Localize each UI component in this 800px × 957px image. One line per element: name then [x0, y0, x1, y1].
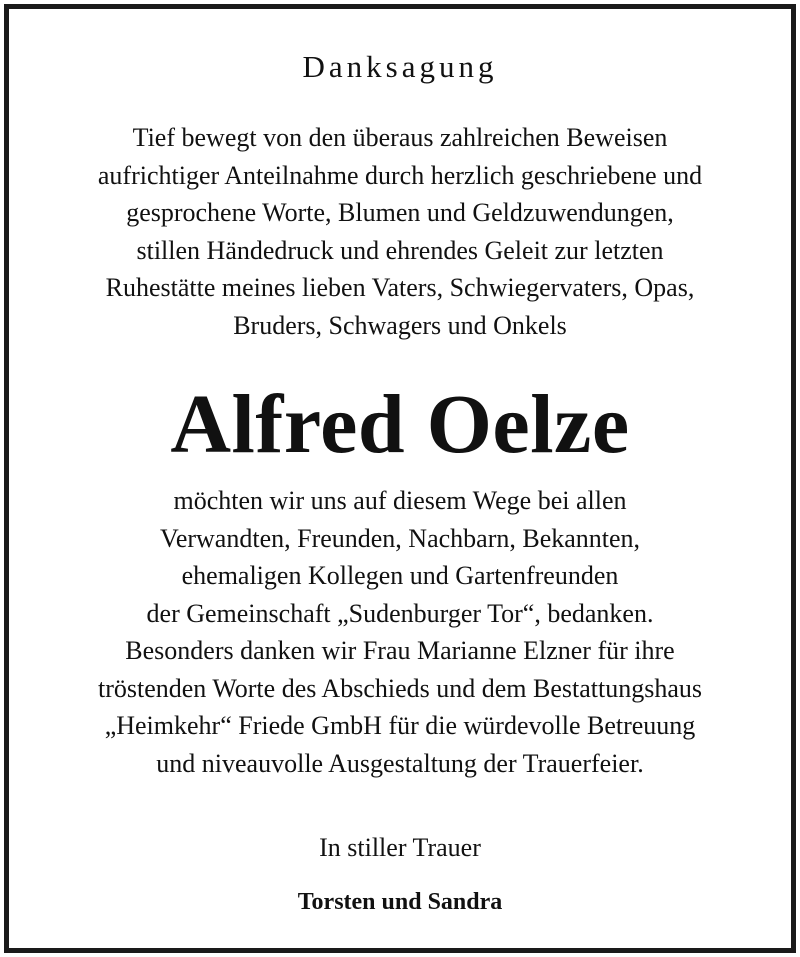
signature: Torsten und Sandra [297, 889, 503, 915]
body-line: möchten wir uns auf diesem Wege bei allen [173, 486, 627, 515]
notice-frame [4, 4, 796, 953]
body-paragraph [9, 482, 791, 782]
intro-line: stillen Händedruck und ehrendes Geleit zur letzten [136, 235, 664, 265]
body-line: ehemaligen Kollegen und Gartenfreunden [181, 561, 619, 590]
body-line: der Gemeinschaft „Sudenburger Tor“, bedanken. [146, 598, 654, 628]
intro-line: Tief bewegt von den überaus zahlreichen Beweisen [132, 123, 668, 152]
notice-heading: Danksagung [302, 49, 498, 84]
intro-paragraph [9, 119, 791, 344]
body-line: Besonders danken wir Frau Marianne Elzner für ihre [125, 636, 675, 665]
deceased-name: Alfred Oelze [170, 378, 630, 471]
intro-line: Bruders, Schwagers und Onkels [233, 310, 567, 340]
notice-content [9, 9, 791, 948]
body-line: „Heimkehr“ Friede GmbH für die würdevolle Betreuung [104, 711, 696, 740]
intro-line: aufrichtiger Anteilnahme durch herzlich geschriebene und [97, 160, 703, 190]
intro-line: gesprochene Worte, Blumen und Geldzuwendungen, [126, 198, 674, 227]
body-line: und niveauvolle Ausgestaltung der Trauerfeier. [156, 748, 644, 778]
closing-phrase: In stiller Trauer [319, 833, 481, 862]
body-line: Verwandten, Freunden, Nachbarn, Bekannten, [159, 523, 641, 553]
body-line: tröstenden Worte des Abschieds und dem Bestattungshaus [97, 673, 702, 703]
intro-line: Ruhestätte meines lieben Vaters, Schwiegervaters, Opas, [105, 273, 695, 302]
